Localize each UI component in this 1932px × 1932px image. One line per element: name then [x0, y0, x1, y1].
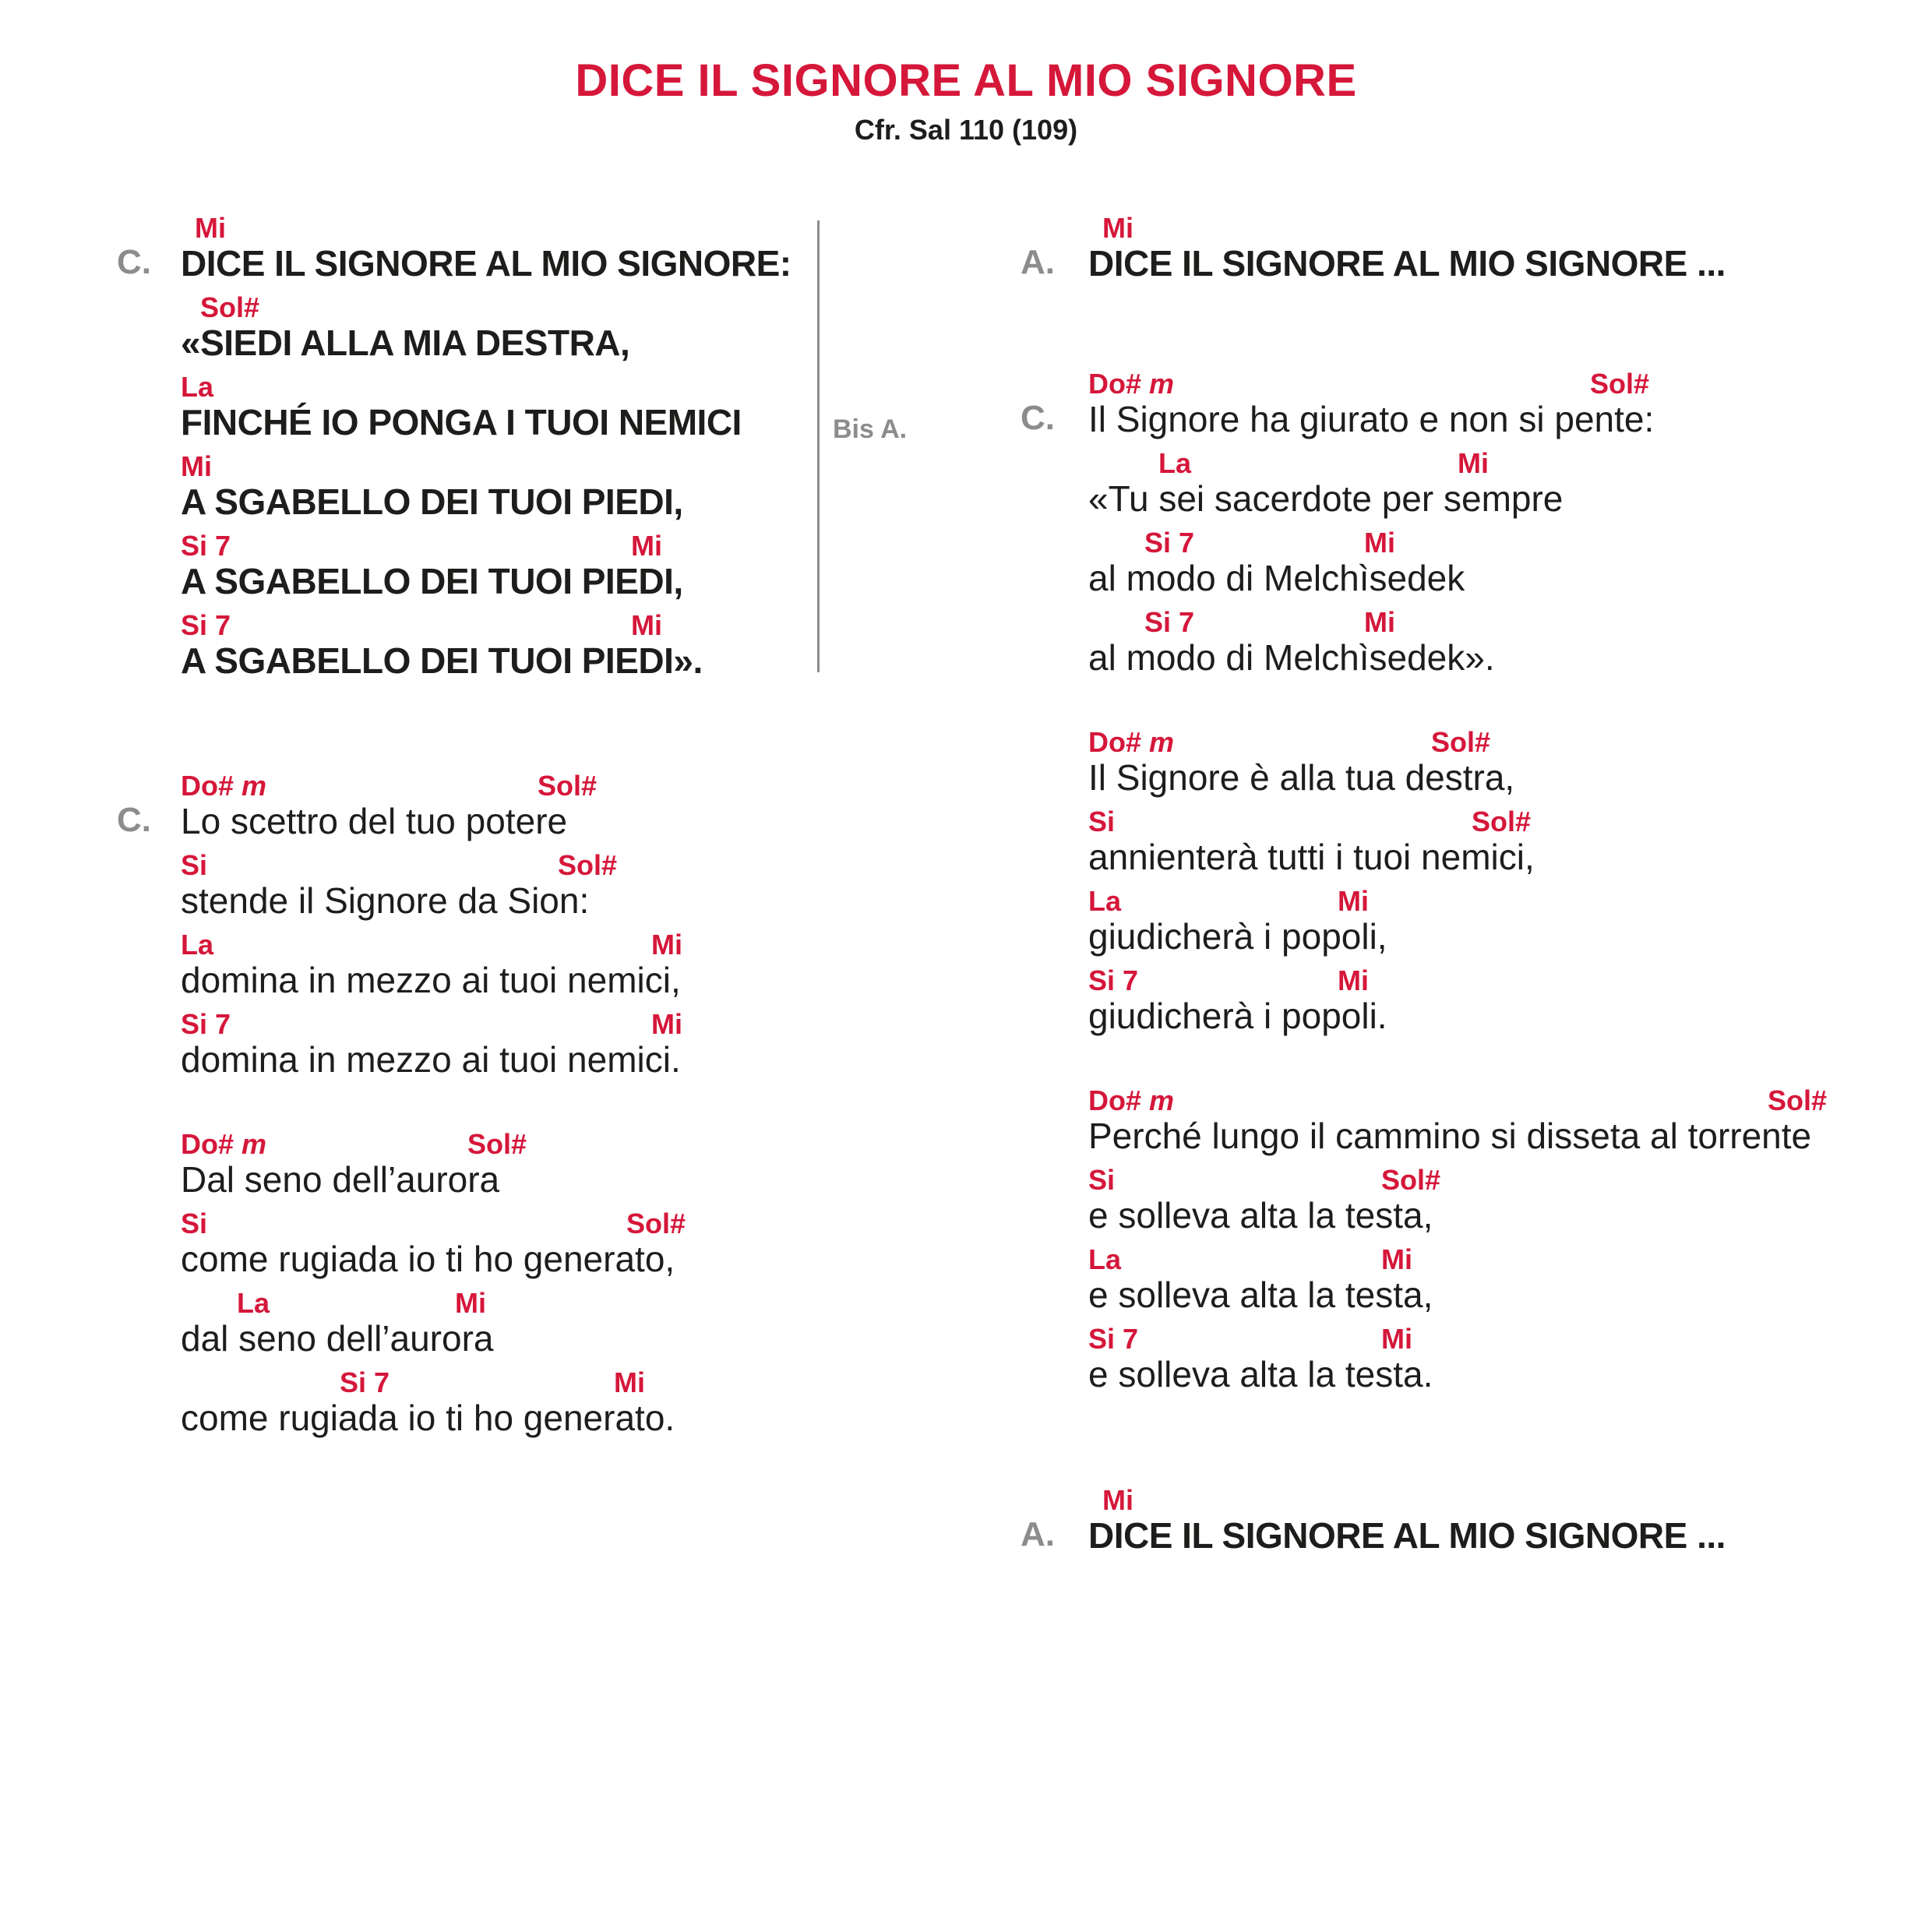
- song-title: DICE IL SIGNORE AL MIO SIGNORE: [575, 55, 1357, 106]
- chord: Mi: [455, 1287, 486, 1319]
- chord: Mi: [195, 212, 226, 244]
- lyric-text: Lo scettro del tuo potere: [181, 801, 568, 841]
- chord: Sol#: [1768, 1084, 1828, 1116]
- lyric-text: annienterà tutti i tuoi nemici,: [1088, 837, 1535, 877]
- chord: Si 7: [181, 530, 231, 562]
- chord: La: [181, 371, 214, 403]
- chord: Mi: [651, 929, 682, 961]
- lyric-text: e solleva alta la testa,: [1088, 1195, 1433, 1236]
- chord: Do# m: [1088, 726, 1175, 758]
- chord-minor-mark: m: [1149, 368, 1175, 400]
- lyric-text: al modo di Melchìsedek».: [1088, 637, 1495, 678]
- chord: Si 7: [181, 609, 231, 641]
- chord: Sol#: [200, 291, 260, 323]
- lyric-text: Perché lungo il cammino si disseta al torrente: [1088, 1116, 1812, 1156]
- bis-bracket-line: [817, 220, 820, 672]
- chord: Do# m: [181, 1128, 267, 1160]
- lyric-text: come rugiada io ti ho generato.: [181, 1398, 675, 1438]
- chord: Do# m: [1088, 368, 1175, 400]
- chord: Do# m: [181, 770, 267, 802]
- section-label: A.: [1021, 243, 1055, 281]
- chord-minor-mark: m: [242, 770, 267, 802]
- chord: Mi: [631, 530, 662, 562]
- lyric-text: A SGABELLO DEI TUOI PIEDI,: [181, 561, 683, 601]
- lyric-text: giudicherà i popoli.: [1088, 996, 1387, 1036]
- chord: Si: [181, 849, 208, 881]
- lyric-text: al modo di Melchìsedek: [1088, 558, 1465, 598]
- chord: Mi: [181, 450, 212, 482]
- lyric-text: Il Signore è alla tua destra,: [1088, 757, 1515, 798]
- section-label: C.: [1021, 399, 1055, 437]
- chord: Sol#: [538, 770, 598, 802]
- lyric-text: DICE IL SIGNORE AL MIO SIGNORE ...: [1088, 243, 1726, 284]
- lyric-text: «Tu sei sacerdote per sempre: [1088, 478, 1564, 519]
- chord: Si 7: [1088, 964, 1139, 996]
- chord: Mi: [1458, 447, 1489, 479]
- chord: Mi: [614, 1366, 645, 1398]
- chord: Sol#: [467, 1128, 527, 1160]
- chord: La: [1088, 1243, 1122, 1275]
- lyric-text: Il Signore ha giurato e non si pente:: [1088, 399, 1655, 439]
- chord: Sol#: [558, 849, 618, 881]
- section-label: A.: [1021, 1515, 1055, 1553]
- lyric-text: FINCHÉ IO PONGA I TUOI NEMICI: [181, 402, 742, 442]
- chord-minor-mark: m: [242, 1128, 267, 1160]
- chord-minor-mark: m: [1149, 1084, 1175, 1116]
- chord: Sol#: [626, 1208, 686, 1239]
- section-label: C.: [117, 243, 151, 281]
- chord: Si 7: [1144, 527, 1195, 559]
- lyric-text: giudicherà i popoli,: [1088, 916, 1387, 957]
- chord: Mi: [651, 1008, 682, 1040]
- lyric-text: DICE IL SIGNORE AL MIO SIGNORE ...: [1088, 1515, 1726, 1556]
- lyric-text: domina in mezzo ai tuoi nemici.: [181, 1039, 681, 1080]
- chord: Mi: [1338, 964, 1369, 996]
- chord: Mi: [1364, 606, 1395, 638]
- chord: La: [1088, 885, 1122, 917]
- chord: Sol#: [1431, 726, 1491, 758]
- chord: Si: [181, 1208, 208, 1239]
- lyric-text: Dal seno dell’aurora: [181, 1159, 500, 1200]
- chord: Si 7: [181, 1008, 231, 1040]
- chord: Mi: [1102, 1484, 1133, 1516]
- lyric-text: e solleva alta la testa,: [1088, 1274, 1433, 1315]
- lyric-text: «SIEDI ALLA MIA DESTRA,: [181, 323, 630, 363]
- chord: Si 7: [1144, 606, 1195, 638]
- chord: Sol#: [1590, 368, 1650, 400]
- section-label: C.: [117, 801, 151, 839]
- chord: Mi: [1364, 527, 1395, 559]
- lyric-text: DICE IL SIGNORE AL MIO SIGNORE:: [181, 243, 791, 284]
- chord: Sol#: [1472, 806, 1532, 837]
- chord: Si 7: [1088, 1323, 1139, 1355]
- chord: Si: [1088, 1164, 1116, 1196]
- lyric-text: dal seno dell’aurora: [181, 1318, 494, 1359]
- chord: La: [181, 929, 214, 961]
- lyric-text: come rugiada io ti ho generato,: [181, 1239, 675, 1279]
- lyric-text: stende il Signore da Sion:: [181, 880, 590, 921]
- chord: Si: [1088, 806, 1116, 837]
- chord: Do# m: [1088, 1084, 1175, 1116]
- lyric-text: A SGABELLO DEI TUOI PIEDI».: [181, 640, 703, 681]
- lyric-text: A SGABELLO DEI TUOI PIEDI,: [181, 481, 683, 522]
- chord: Mi: [1381, 1243, 1412, 1275]
- chord: Sol#: [1381, 1164, 1441, 1196]
- lyric-text: e solleva alta la testa.: [1088, 1354, 1433, 1394]
- chord: Mi: [631, 609, 662, 641]
- chord: Mi: [1102, 212, 1133, 244]
- chord: Si 7: [340, 1366, 390, 1398]
- chord-minor-mark: m: [1149, 726, 1175, 758]
- psalm-reference: Cfr. Sal 110 (109): [854, 114, 1078, 146]
- chord: La: [1158, 447, 1192, 479]
- chord: Mi: [1338, 885, 1369, 917]
- bis-label: Bis A.: [833, 414, 908, 444]
- chord: Mi: [1381, 1323, 1412, 1355]
- lyric-text: domina in mezzo ai tuoi nemici,: [181, 960, 681, 1000]
- chord: La: [237, 1287, 270, 1319]
